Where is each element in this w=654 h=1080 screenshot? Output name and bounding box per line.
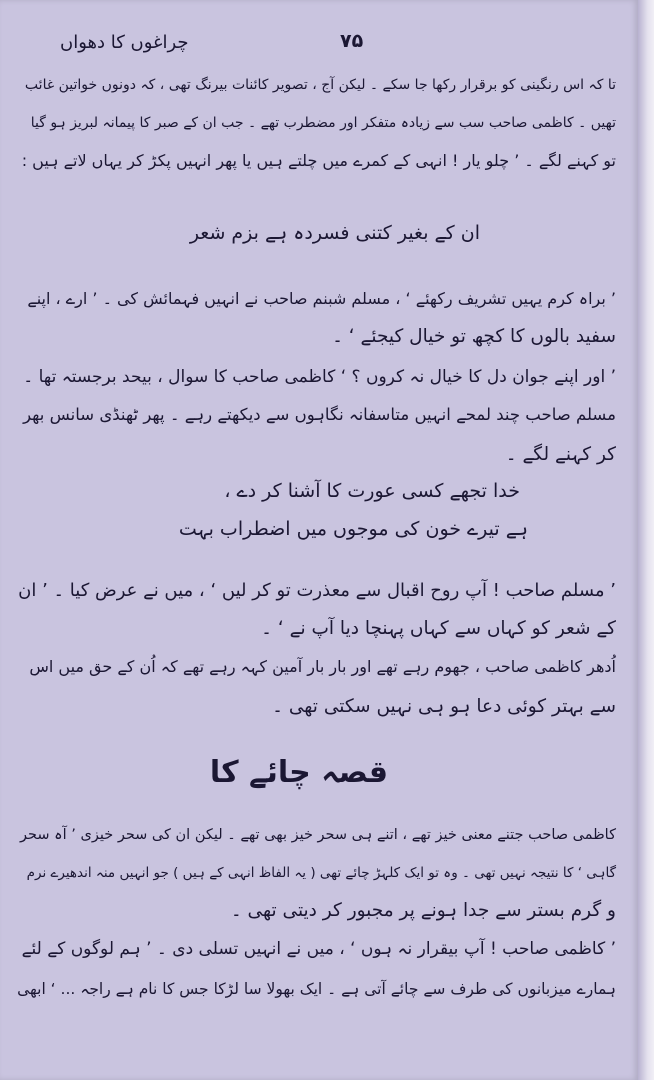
running-header-title: چراغوں کا دھواں bbox=[60, 32, 189, 53]
text-line: و گرم بستر سے جدا ہونے پر مجبور کر دیتی تھی ۔ bbox=[230, 900, 616, 921]
text-line: تھیں ۔ کاظمی صاحب سب سے زیادہ متفکر اور مضطرب تھے ۔ جب ان کے صبر کا پیمانہ لبریز ہو گیا bbox=[30, 115, 616, 131]
text-line: تو کہنے لگے ۔ ’ چلو یار ! انہی کے کمرے میں چلتے ہیں یا پھر انہیں پکڑ کر یہاں لاتے ہیں : bbox=[21, 151, 616, 170]
text-line: کر کہنے لگے ۔ bbox=[505, 444, 616, 465]
text-line: کے شعر کو کہاں سے کہاں پہنچا دیا آپ نے ‘ ۔ bbox=[261, 618, 616, 639]
verse-line: ان کے بغیر کتنی فسردہ ہے بزم شعر bbox=[189, 222, 480, 244]
text-line: ’ براہ کرم یہیں تشریف رکھئے ‘ ، مسلم شبنم صاحب نے انہیں فہمائش کی ۔ ’ ارے ، اپنے bbox=[27, 289, 616, 308]
section-heading: قصہ چائے کا bbox=[209, 755, 388, 790]
page-edge bbox=[638, 0, 654, 1080]
text-line: کاظمی صاحب جتنے معنی خیز تھے ، اتنے ہی سحر خیز بھی تھے ۔ لیکن ان کی سحر خیزی ’ آہ سحر bbox=[20, 827, 616, 843]
text-line: مسلم صاحب چند لمحے انہیں متاسفانہ نگاہوں سے دیکھتے رہے ۔ پھر ٹھنڈی سانس بھر bbox=[23, 405, 616, 424]
verse-line: ہے تیرے خون کی موجوں میں اضطراب بہت bbox=[178, 518, 528, 540]
verse-line: خدا تجھے کسی عورت کا آشنا کر دے ، bbox=[224, 480, 520, 502]
text-line: تا کہ اس رنگینی کو برقرار رکھا جا سکے ۔ لیکن آج ، تصویر کائنات بیرنگ تھی ، کہ دونوں خواتین غائب bbox=[24, 77, 616, 93]
text-line: سے بہتر کوئی دعا ہو ہی نہیں سکتی تھی ۔ bbox=[272, 696, 616, 717]
text-line: اُدھر کاظمی صاحب ، جھوم رہے تھے اور بار بار آمین کہہ رہے تھے کہ اُن کے حق میں اس bbox=[29, 657, 616, 676]
page-number: ۷۵ bbox=[340, 30, 364, 52]
text-line: ’ مسلم صاحب ! آپ روح اقبال سے معذرت تو کر لیں ‘ ، میں نے عرض کیا ۔ ’ ان bbox=[18, 580, 616, 601]
text-line: گاہی ‘ کا نتیجہ نہیں تھی ۔ وہ تو ایک کلہڑ چائے تھی ( یہ الفاظ انہی کے ہیں ) جو انہیں منہ اندھیرے نرم bbox=[26, 865, 616, 881]
text-line: ’ کاظمی صاحب ! آپ بیقرار نہ ہوں ‘ ، میں نے انہیں تسلی دی ۔ ’ ہم لوگوں کے لئے bbox=[21, 939, 616, 959]
text-line: سفید بالوں کا کچھ تو خیال کیجئے ‘ ۔ bbox=[332, 326, 616, 347]
text-line: ہمارے میزبانوں کی طرف سے چائے آتی ہے ۔ ایک بھولا سا لڑکا جس کا نام ہے راجہ ... ‘ ابھی bbox=[17, 980, 616, 998]
text-line: ’ اور اپنے جوان دل کا خیال نہ کروں ؟ ‘ کاظمی صاحب کا سوال ، بیحد برجستہ تھا ۔ bbox=[23, 367, 616, 387]
